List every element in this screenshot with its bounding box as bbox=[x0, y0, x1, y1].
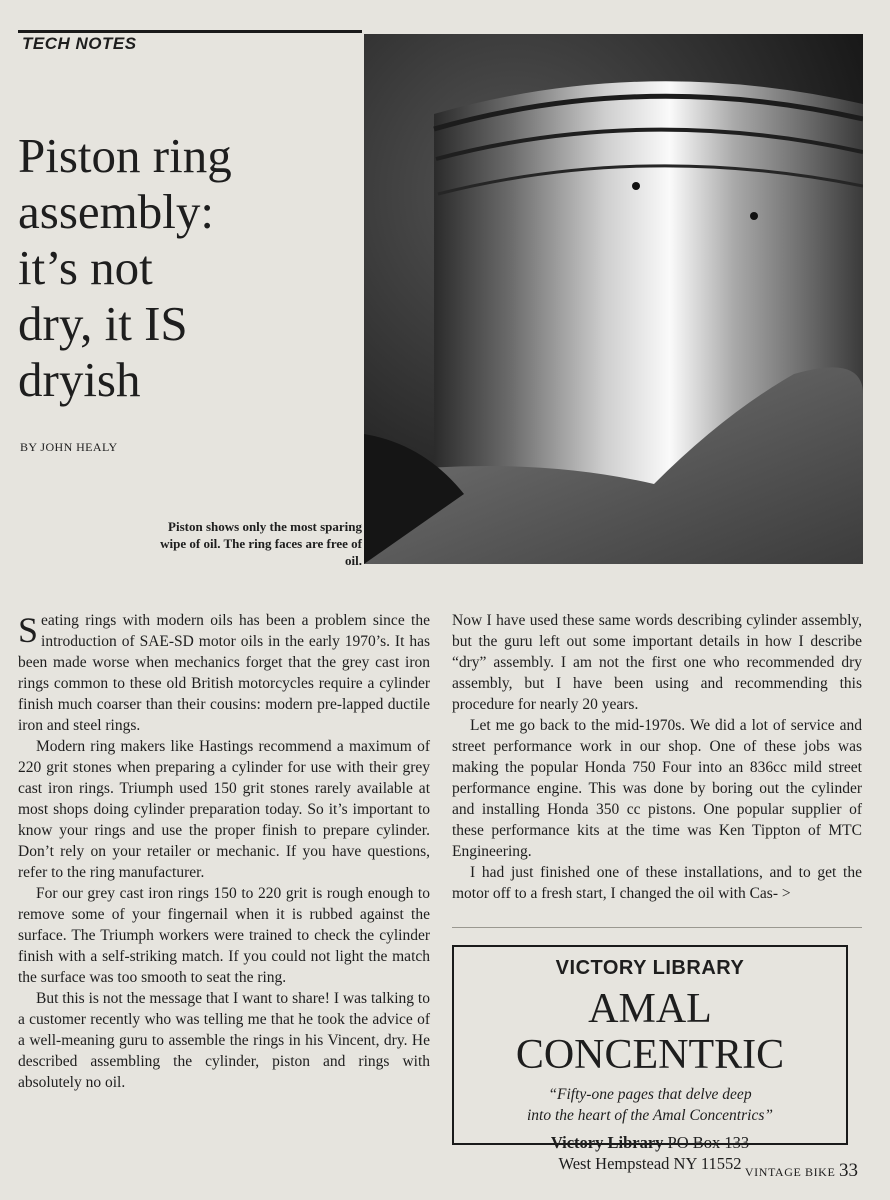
headline-line: Piston ring bbox=[18, 128, 232, 183]
body-paragraph: I had just finished one of these installations, and to get the motor off to a fresh start, I changed the oil with Cas- > bbox=[452, 864, 862, 902]
ad-address-name: Victory Library bbox=[550, 1133, 664, 1152]
headline-line: assembly: bbox=[18, 184, 214, 239]
ad-address-po-box: PO Box 133 bbox=[663, 1133, 750, 1152]
drop-cap: S bbox=[18, 610, 39, 650]
ad-quote-line: “Fifty-one pages that delve deep bbox=[548, 1086, 752, 1103]
page-footer bbox=[745, 1160, 858, 1182]
ad-headline: AMAL CONCENTRIC bbox=[515, 986, 785, 1078]
magazine-name: VINTAGE BIKE bbox=[744, 1165, 836, 1179]
ad-address-line bbox=[454, 1132, 846, 1153]
body-paragraph: Modern ring makers like Hastings recommend a maximum of 220 grit stones when preparing a cylinder for use with their grey cast iron rings. Triumph used 150 grit stones rarely available at most shops doing cylinder preparation today. So it’s important to know your rings and use the proper finish to prepare cylinder. Don’t rely on your retailer or mechanic. If you have questions, refer to the ring manufacturer. bbox=[18, 738, 430, 881]
headline-line: dryish bbox=[18, 352, 141, 407]
article-column-right bbox=[452, 610, 862, 904]
ad-title: VICTORY LIBRARY bbox=[555, 957, 745, 979]
body-paragraph: But this is not the message that I want to share! I was talking to a customer recently who was telling me that he took the advice of a well-meaning guru to assemble the rings in his Vincent, dry. He described assembling the cylinder, piston and rings with absolutely no oil. bbox=[18, 990, 430, 1091]
body-paragraph: For our grey cast iron rings 150 to 220 grit is rough enough to remove some of your fingernail when it is rubbed against the surface. The Triumph workers were trained to check the cylinder finish with a self-striking match. If you could not light the match the surface was too smooth to seat the ring. bbox=[18, 885, 430, 986]
section-label: TECH NOTES bbox=[22, 34, 137, 53]
headline-line: dry, it IS bbox=[18, 296, 188, 351]
column-rule bbox=[452, 927, 862, 928]
piston-photo-icon bbox=[364, 34, 863, 564]
ad-address-line: West Hempstead NY 11552 bbox=[558, 1154, 742, 1173]
article-headline bbox=[18, 128, 358, 408]
article-column-left bbox=[18, 610, 430, 1093]
paragraph-text: eating rings with modern oils has been a problem since the introduction of SAE-SD motor oils in the early 1970’s. It has been made worse when mechanics forget that the grey cast iron rings common to these old British motorcycles require a cylinder finish much coarser than their cousins: modern pre-lapped ductile iron and steel rings. bbox=[18, 612, 430, 734]
headline-line: it’s not bbox=[18, 240, 153, 295]
piston-photo bbox=[364, 34, 863, 564]
ad-quote-line: into the heart of the Amal Concentrics” bbox=[527, 1107, 773, 1124]
byline: BY JOHN HEALY bbox=[20, 440, 118, 454]
body-paragraph: Let me go back to the mid-1970s. We did a lot of service and street performance work in our shop. One of these jobs was making the popular Honda 750 Four into an 836cc mild street performance engine. This was done by boring out the cylinder and installing Honda 350 cc pistons. One popular supplier of these performance kits at the time was Ken Tippton of MTC Engineering. bbox=[452, 717, 862, 860]
body-paragraph bbox=[18, 610, 430, 736]
section-rule bbox=[18, 30, 362, 33]
page-number: 33 bbox=[839, 1160, 858, 1181]
ad-quote bbox=[454, 1084, 846, 1126]
photo-caption: Piston shows only the most sparing wipe of oil. The ring faces are free of oil. bbox=[160, 519, 362, 568]
body-paragraph: Now I have used these same words describing cylinder assembly, but the guru left out some important details in how I describe “dry” assembly. I am not the first one who recommended dry assembly, but I have been using and recommending this procedure for nearly 20 years. bbox=[452, 612, 862, 713]
